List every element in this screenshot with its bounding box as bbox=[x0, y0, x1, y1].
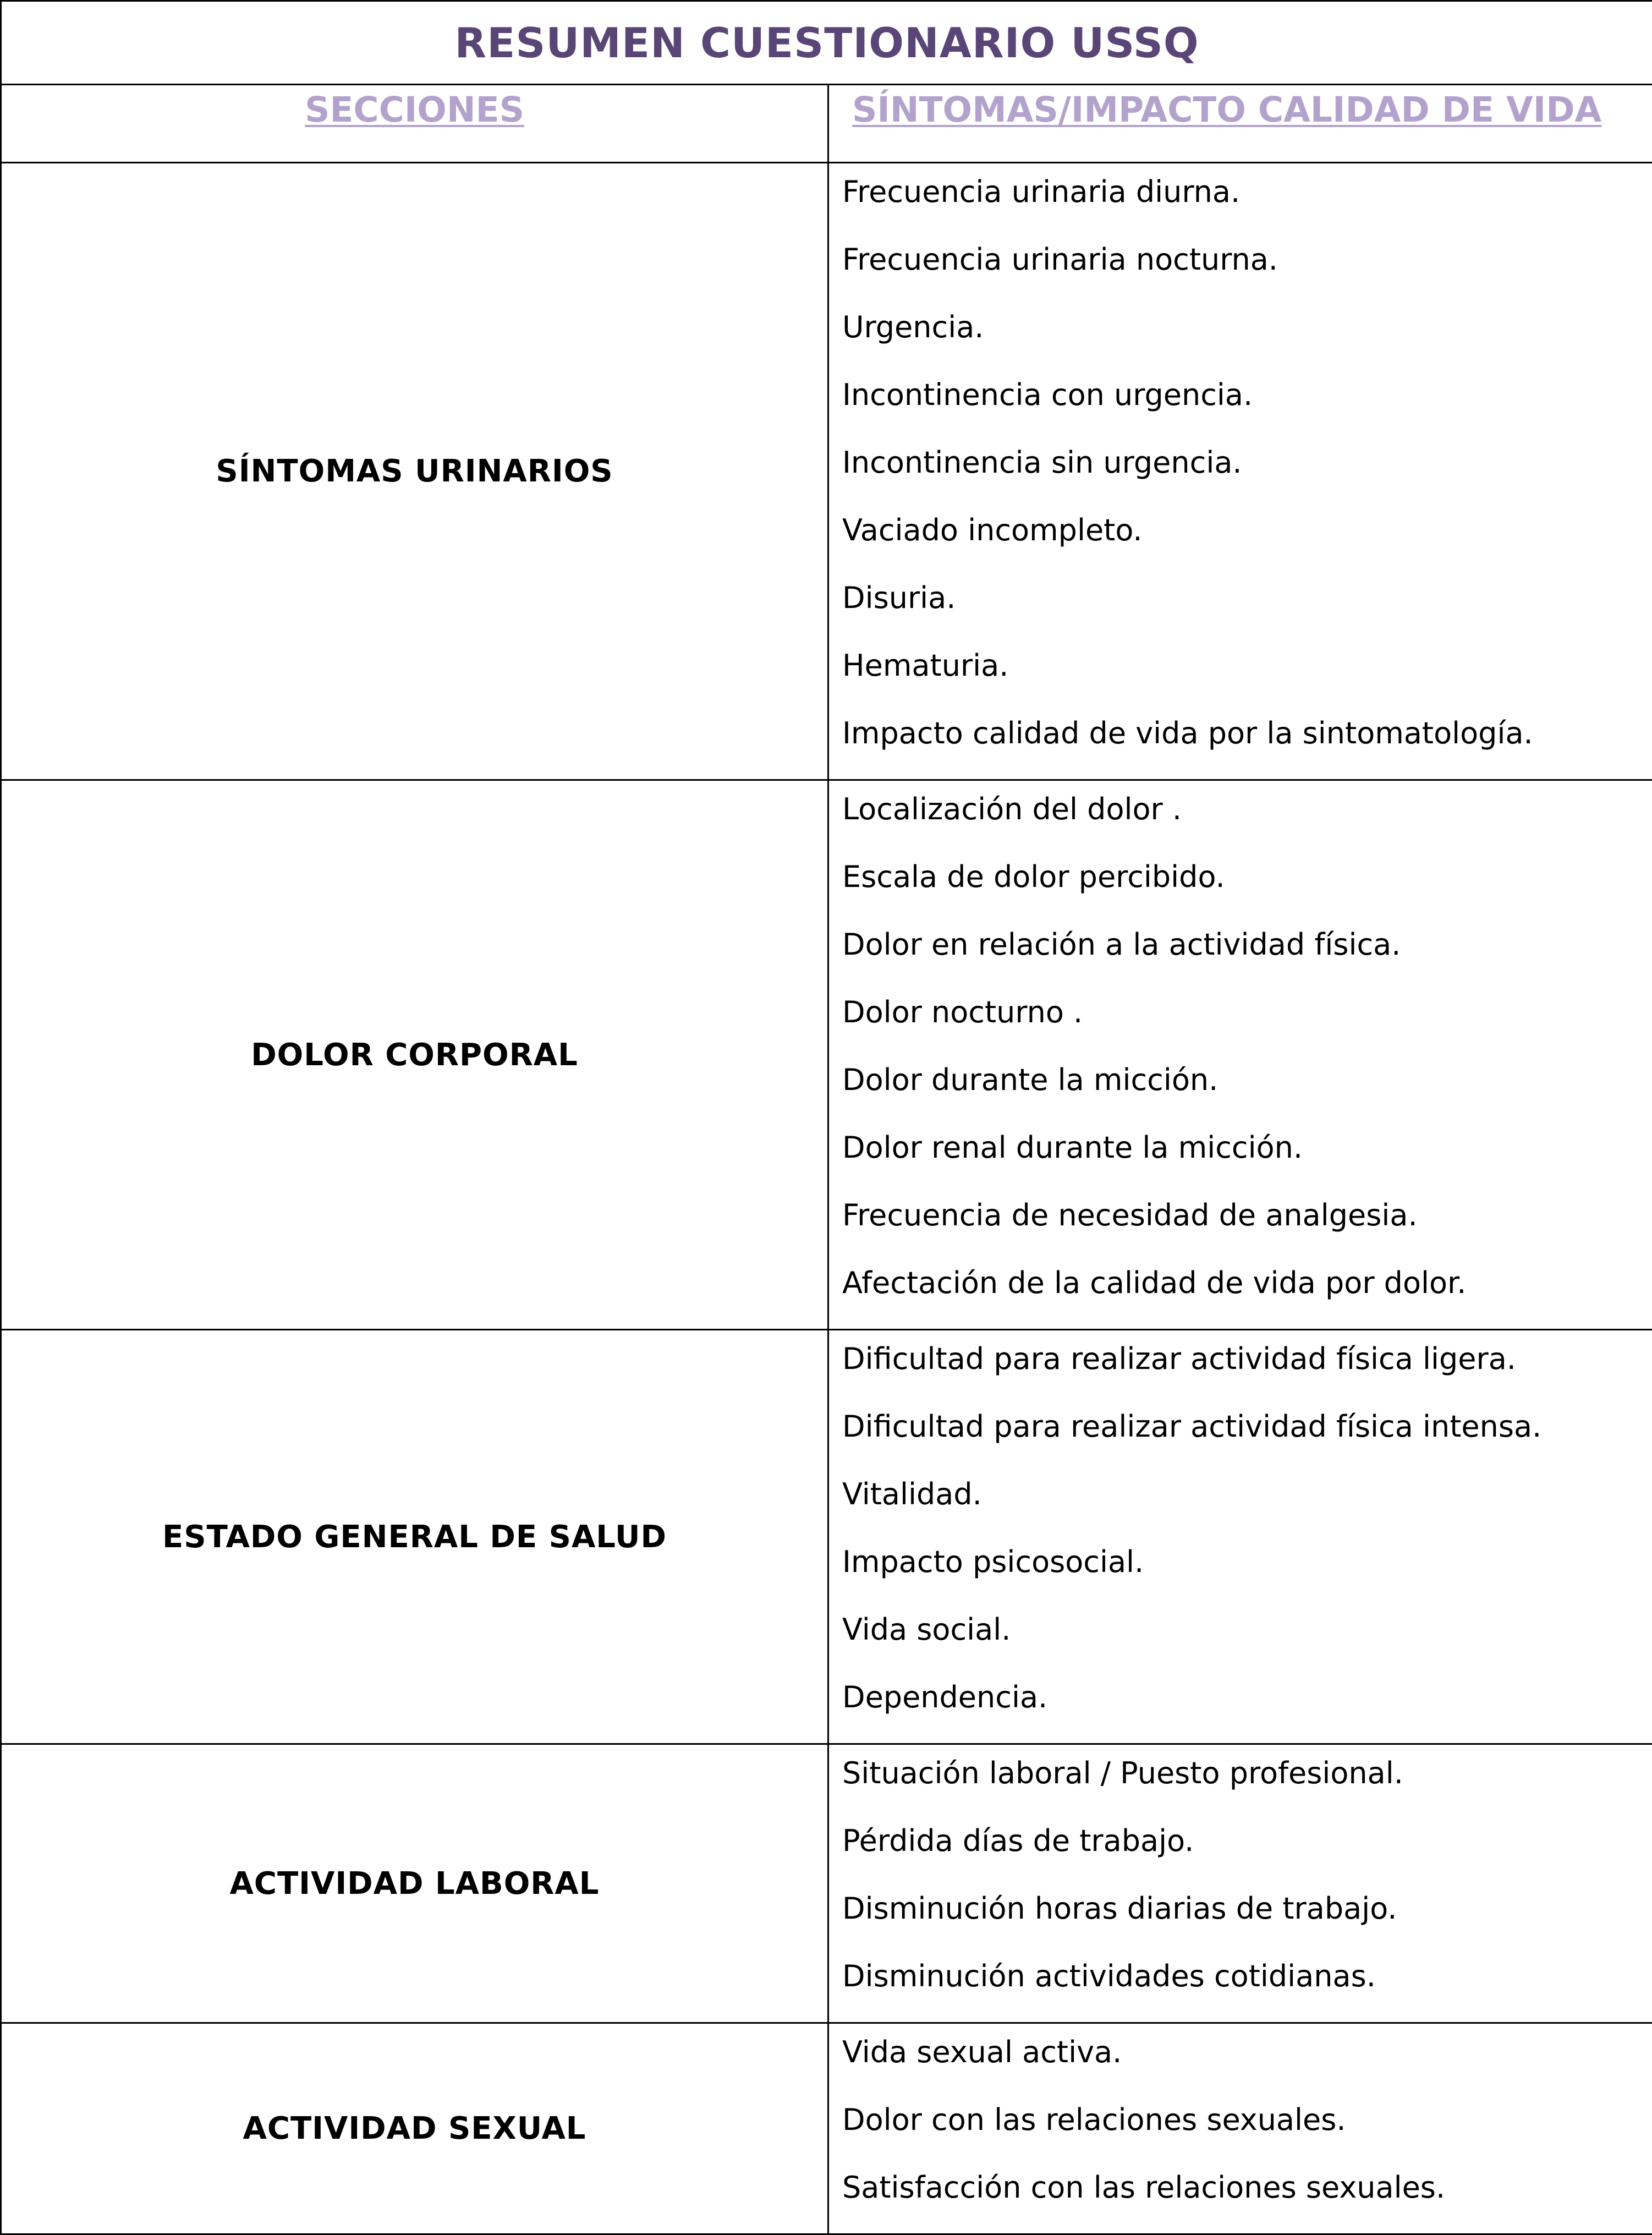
list-item: Disminución actividades cotidianas. bbox=[842, 1942, 1652, 2010]
section-row-health bbox=[1, 1330, 1652, 1744]
header-row bbox=[1, 85, 1652, 163]
list-item: Afectación de la calidad de vida por dolor. bbox=[842, 1249, 1652, 1317]
list-item: Vida sexual activa. bbox=[842, 2018, 1652, 2086]
list-item: Disuria. bbox=[842, 564, 1652, 632]
title-row bbox=[1, 1, 1652, 85]
list-item: Situación laboral / Puesto profesional. bbox=[842, 1739, 1652, 1807]
section-row-urinary bbox=[1, 163, 1652, 780]
list-item: Vida social. bbox=[842, 1596, 1652, 1663]
list-item: Dificultad para realizar actividad física intensa. bbox=[842, 1393, 1652, 1460]
list-item: Dolor en relación a la actividad física. bbox=[842, 911, 1652, 978]
section-items-sexual bbox=[828, 2023, 1652, 2234]
header-sections: SECCIONES bbox=[1, 85, 828, 163]
list-item: Impacto calidad de vida por la sintomatología. bbox=[842, 699, 1652, 767]
list-item: Frecuencia urinaria nocturna. bbox=[842, 226, 1652, 293]
list-item: Dolor durante la micción. bbox=[842, 1046, 1652, 1114]
list-item: Incontinencia con urgencia. bbox=[842, 361, 1652, 429]
list-item: Vaciado incompleto. bbox=[842, 496, 1652, 564]
section-row-pain bbox=[1, 780, 1652, 1330]
list-item: Localización del dolor . bbox=[842, 775, 1652, 843]
table-title: RESUMEN CUESTIONARIO USSQ bbox=[1, 1, 1652, 85]
list-item: Urgencia. bbox=[842, 293, 1652, 361]
header-symptoms: SÍNTOMAS/IMPACTO CALIDAD DE VIDA bbox=[828, 85, 1652, 163]
list-item: Frecuencia de necesidad de analgesia. bbox=[842, 1181, 1652, 1249]
section-row-sexual bbox=[1, 2023, 1652, 2234]
list-item: Hematuria. bbox=[842, 632, 1652, 699]
section-items-urinary bbox=[828, 163, 1652, 780]
section-items-pain bbox=[828, 780, 1652, 1330]
list-item: Dificultad para realizar actividad física ligera. bbox=[842, 1325, 1652, 1393]
list-item: Escala de dolor percibido. bbox=[842, 843, 1652, 911]
list-item: Satisfacción con las relaciones sexuales. bbox=[842, 2154, 1652, 2221]
list-item: Impacto psicosocial. bbox=[842, 1528, 1652, 1596]
list-item: Pérdida días de trabajo. bbox=[842, 1807, 1652, 1875]
section-name-urinary: SÍNTOMAS URINARIOS bbox=[1, 163, 828, 780]
list-item: Incontinencia sin urgencia. bbox=[842, 429, 1652, 496]
section-row-work bbox=[1, 1744, 1652, 2023]
list-item: Dolor nocturno . bbox=[842, 978, 1652, 1046]
list-item: Dolor con las relaciones sexuales. bbox=[842, 2086, 1652, 2154]
list-item: Disminución horas diarias de trabajo. bbox=[842, 1875, 1652, 1942]
list-item: Frecuencia urinaria diurna. bbox=[842, 158, 1652, 226]
list-item: Vitalidad. bbox=[842, 1460, 1652, 1528]
section-name-health: ESTADO GENERAL DE SALUD bbox=[1, 1330, 828, 1744]
section-name-sexual: ACTIVIDAD SEXUAL bbox=[1, 2023, 828, 2234]
section-name-work: ACTIVIDAD LABORAL bbox=[1, 1744, 828, 2023]
section-items-work bbox=[828, 1744, 1652, 2023]
list-item: Dependencia. bbox=[842, 1663, 1652, 1731]
section-items-health bbox=[828, 1330, 1652, 1744]
list-item: Dolor renal durante la micción. bbox=[842, 1114, 1652, 1181]
section-name-pain: DOLOR CORPORAL bbox=[1, 780, 828, 1330]
